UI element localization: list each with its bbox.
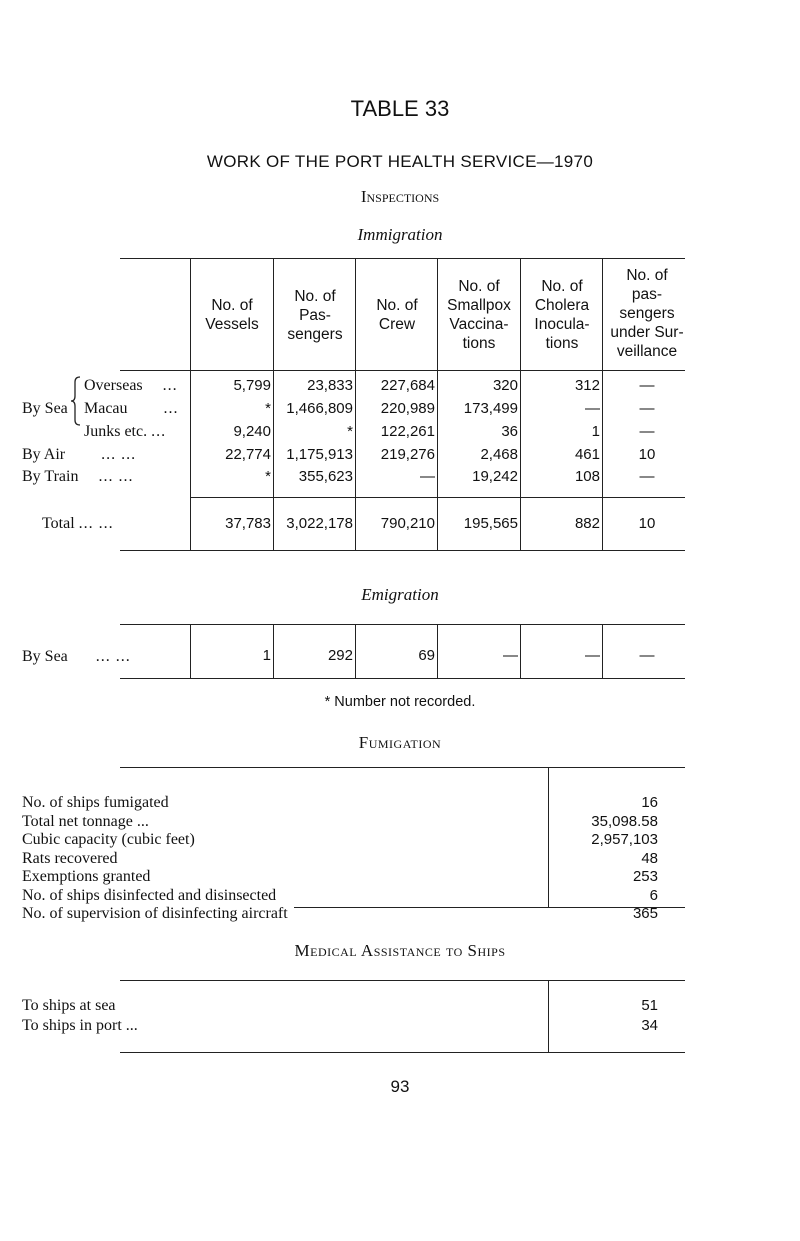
col-header-crew: No. of Crew — [376, 297, 418, 333]
immigration-row-cell: 1,466,809 — [286, 400, 353, 417]
immigration-row-cell: 23,833 — [307, 377, 353, 394]
fumigation-row-label: No. of ships disinfected and disinsected — [22, 887, 544, 905]
immigration-row-cell: 320 — [492, 377, 518, 394]
fumigation-row-value: 365 — [632, 905, 658, 922]
fumigation-row-value: 35,098.58 — [591, 812, 658, 830]
total-row-cell: 195,565 — [463, 515, 518, 532]
immigration-row-cell: 22,774 — [225, 446, 271, 463]
immigration-row-cell: — — [420, 468, 435, 485]
immigration-row-cell: 173,499 — [463, 400, 518, 417]
row-label-emigration-by-sea: By Sea ... ... — [22, 648, 131, 665]
immigration-row-cell: 9,240 — [233, 423, 271, 440]
fumigation-row-value: 2,957,103 — [591, 831, 658, 848]
row-label-junks: Junks etc. ... — [84, 423, 167, 440]
table-rule — [120, 624, 685, 625]
total-row-cell: 790,210 — [380, 515, 435, 532]
immigration-row-cell: 355,623 — [298, 468, 353, 485]
row-label-overseas: Overseas ... — [84, 377, 178, 394]
col-header-vessels: No. of Vessels — [205, 297, 259, 333]
brace-icon — [70, 376, 82, 426]
immigration-row-cell: * — [265, 468, 271, 485]
footnote: * Number not recorded. — [324, 694, 476, 710]
fumigation-row-value: 48 — [641, 849, 658, 867]
total-row-cell: 10 — [638, 515, 656, 532]
table-title: TABLE 33 — [350, 96, 450, 121]
total-row-cell: 37,783 — [225, 515, 271, 532]
table-col-divider — [602, 258, 603, 550]
row-label-by-air: By Air ... ... — [22, 446, 137, 463]
row-label-macau: Macau ... — [84, 400, 179, 417]
by-sea-label: By Sea — [22, 400, 68, 417]
immigration-row-cell: 36 — [501, 423, 518, 440]
table-col-divider — [548, 767, 549, 907]
immigration-row-cell: 227,684 — [380, 377, 435, 394]
fumigation-row-label: Exemptions granted — [22, 868, 544, 886]
fumigation-row-label: No. of ships fumigated — [22, 794, 544, 812]
row-label-by-train: By Train ... ... — [22, 468, 134, 485]
fumigation-row-label: Rats recovered — [22, 850, 544, 868]
medical-row-label: To ships at sea — [22, 997, 544, 1015]
col-header-passengers: No. of Pas- sengers — [287, 288, 343, 343]
page-number: 93 — [390, 1077, 410, 1096]
emigration-row-cell: 292 — [327, 647, 353, 664]
immigration-row-cell: — — [639, 377, 655, 394]
emigration-row-cell: — — [503, 647, 518, 664]
emigration-row-cell: 69 — [418, 647, 435, 664]
immigration-row-cell: — — [585, 400, 600, 417]
row-label-total: Total ... ... — [42, 515, 114, 532]
table-col-divider — [602, 624, 603, 678]
immigration-row-cell: 312 — [574, 377, 600, 394]
immigration-row-cell: — — [639, 468, 655, 485]
table-rule — [120, 767, 685, 768]
fumigation-row-value: 253 — [632, 868, 658, 885]
col-header-cholera: No. of Cholera Inocula- tions — [534, 278, 590, 352]
table-rule — [120, 980, 685, 981]
table-rule — [120, 678, 685, 679]
immigration-row-cell: 219,276 — [380, 446, 435, 463]
emigration-row-cell: — — [639, 647, 655, 664]
immigration-row-cell: 220,989 — [380, 400, 435, 417]
emigration-row-cell: 1 — [262, 647, 271, 664]
medical-row-value: 51 — [641, 997, 658, 1014]
immigration-row-cell: 19,242 — [472, 468, 518, 485]
medical-row-value: 34 — [641, 1017, 658, 1034]
medical-row-label: To ships in port ... — [22, 1017, 544, 1035]
medical-heading: Medical Assistance to Ships — [294, 941, 506, 960]
immigration-row-cell: 5,799 — [233, 377, 271, 394]
immigration-row-cell: 10 — [638, 446, 656, 463]
immigration-row-cell: 2,468 — [480, 446, 518, 463]
immigration-row-cell: * — [347, 423, 353, 440]
immigration-row-cell: 108 — [574, 468, 600, 485]
fumigation-row-label: No. of supervision of disinfecting aircraft — [22, 905, 544, 923]
immigration-row-cell: * — [265, 400, 271, 417]
inspections-heading: Inspections — [360, 187, 440, 206]
total-row-cell: 3,022,178 — [286, 515, 353, 532]
table-rule — [120, 550, 685, 551]
col-header-smallpox: No. of Smallpox Vaccina- tions — [447, 278, 511, 352]
emigration-row-cell: — — [585, 647, 600, 664]
immigration-row-cell: 1 — [591, 423, 600, 440]
table-rule — [120, 370, 685, 371]
fumigation-row-value: 6 — [649, 886, 658, 904]
total-row-cell: 882 — [574, 515, 600, 532]
immigration-row-cell: 1,175,913 — [286, 446, 353, 463]
table-col-divider — [548, 980, 549, 1052]
immigration-row-cell: 461 — [574, 446, 600, 463]
emigration-heading: Emigration — [361, 585, 439, 604]
fumigation-row-value: 16 — [641, 794, 658, 811]
fumigation-heading: Fumigation — [358, 733, 442, 752]
immigration-heading: Immigration — [357, 225, 443, 244]
fumigation-row-label: Total net tonnage ... — [22, 813, 544, 831]
immigration-row-cell: — — [639, 423, 655, 440]
immigration-row-cell: — — [639, 400, 655, 417]
fumigation-row-label: Cubic capacity (cubic feet) — [22, 831, 544, 849]
immigration-row-cell: 122,261 — [380, 423, 435, 440]
table-rule — [120, 1052, 685, 1053]
table-rule — [120, 258, 685, 259]
col-header-surveillance: No. of pas- sengers under Sur- veillance — [610, 267, 684, 360]
report-title: WORK OF THE PORT HEALTH SERVICE—1970 — [206, 152, 594, 171]
